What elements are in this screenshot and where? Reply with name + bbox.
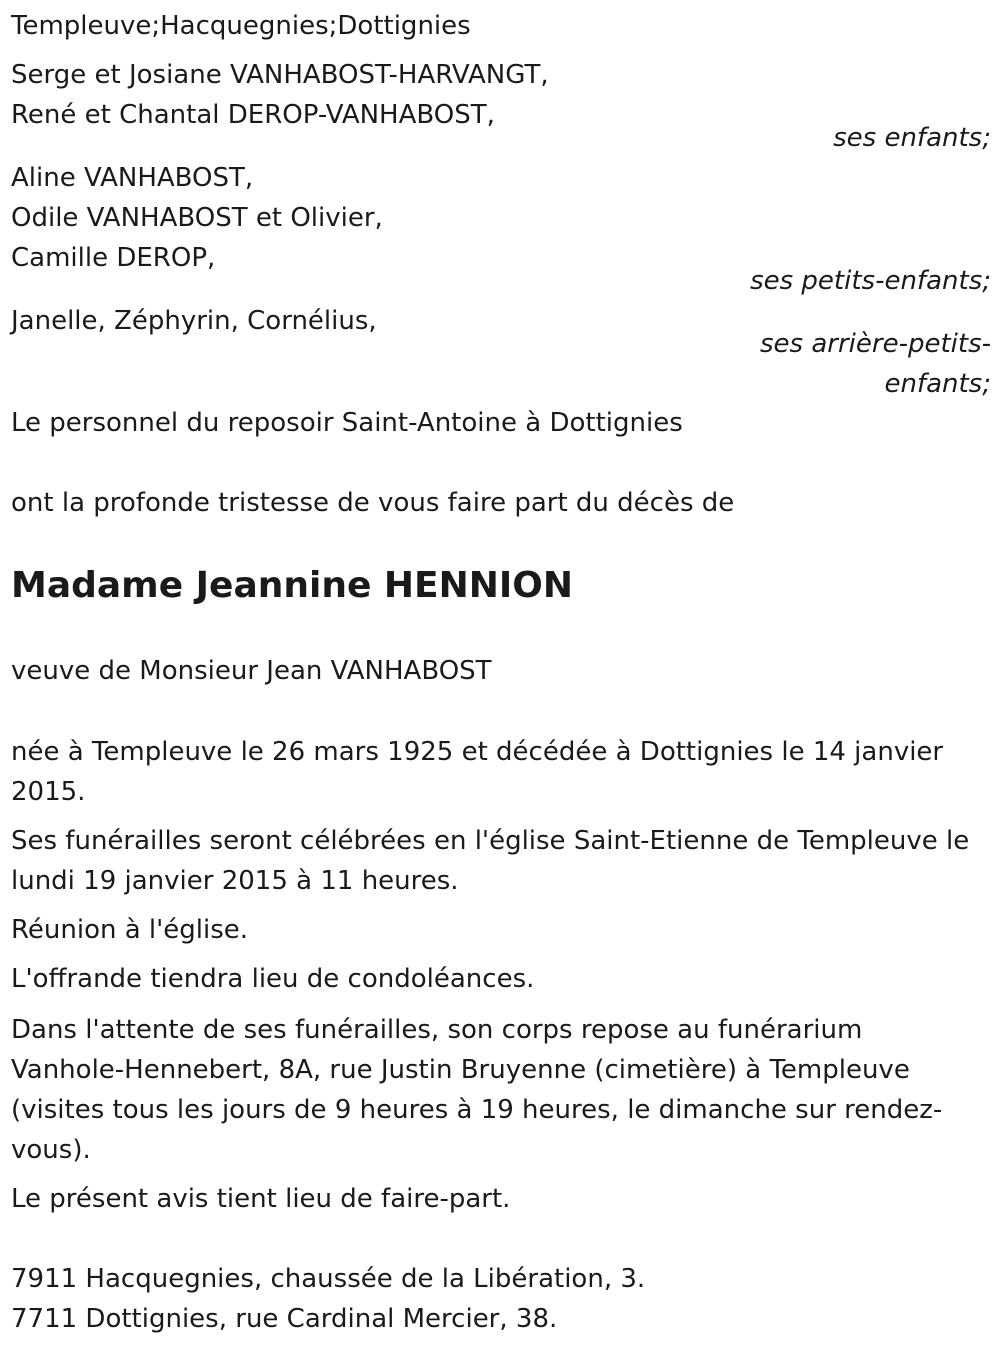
- grandchild-line-2: Odile VANHABOST et Olivier,: [11, 203, 383, 233]
- children-line-1: Serge et Josiane VANHABOST-HARVANGT,: [11, 60, 549, 90]
- children-line-2: René et Chantal DEROP-VANHABOST,: [11, 100, 495, 130]
- deceased-name: Madame Jeannine HENNION: [11, 565, 574, 606]
- grandchildren-role: ses petits-enfants;: [750, 266, 991, 296]
- rest-line-3: (visites tous les jours de 9 heures à 19 heures, le dimanche sur rendez-: [11, 1095, 943, 1125]
- rest-line-2: Vanhole-Hennebert, 8A, rue Justin Bruyenne (cimetière) à Templeuve: [11, 1055, 910, 1085]
- notice-line: Le présent avis tient lieu de faire-part.: [11, 1184, 511, 1214]
- rest-line-1: Dans l'attente de ses funérailles, son corps repose au funérarium: [11, 1015, 863, 1045]
- widow-of-line: veuve de Monsieur Jean VANHABOST: [11, 656, 492, 686]
- grandchild-line-3: Camille DEROP,: [11, 243, 216, 273]
- birth-death-line-2: 2015.: [11, 777, 86, 807]
- staff-line: Le personnel du reposoir Saint-Antoine à Dottignies: [11, 408, 683, 438]
- birth-death-line-1: née à Templeuve le 26 mars 1925 et décédée à Dottignies le 14 janvier: [11, 737, 944, 767]
- grandchild-line-1: Aline VANHABOST,: [11, 163, 254, 193]
- address-line-2: 7711 Dottignies, rue Cardinal Mercier, 38.: [11, 1304, 558, 1334]
- meeting-line: Réunion à l'église.: [11, 915, 249, 945]
- funeral-line-1: Ses funérailles seront célébrées en l'église Saint-Etienne de Templeuve le: [11, 826, 970, 856]
- obituary-notice: [11, 0, 991, 1355]
- great-grandchildren-line: Janelle, Zéphyrin, Cornélius,: [11, 306, 377, 336]
- funeral-line-2: lundi 19 janvier 2015 à 11 heures.: [11, 866, 459, 896]
- address-line-1: 7911 Hacquegnies, chaussée de la Libération, 3.: [11, 1264, 646, 1294]
- rest-line-4: vous).: [11, 1135, 91, 1165]
- offering-line: L'offrande tiendra lieu de condoléances.: [11, 964, 535, 994]
- children-role: ses enfants;: [833, 123, 991, 153]
- great-grandchildren-role-2: enfants;: [884, 369, 991, 399]
- announcement-line: ont la profonde tristesse de vous faire part du décès de: [11, 488, 735, 518]
- great-grandchildren-role-1: ses arrière-petits-: [760, 329, 991, 359]
- localities-header: Templeuve;Hacquegnies;Dottignies: [11, 11, 471, 41]
